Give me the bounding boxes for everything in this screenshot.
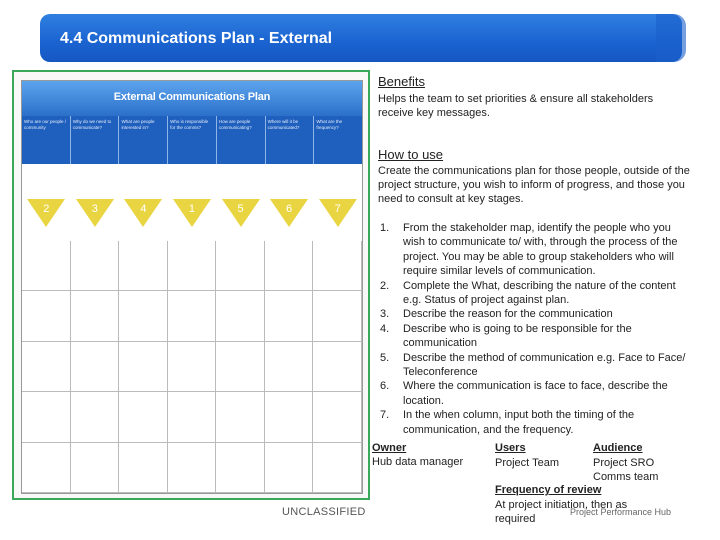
thumbnail-grid-cell bbox=[313, 291, 362, 341]
step-number: 2. bbox=[380, 279, 390, 292]
list-item bbox=[378, 322, 688, 351]
list-item bbox=[378, 379, 688, 408]
thumbnail-grid-cell bbox=[313, 241, 362, 291]
thumbnail-grid-cell bbox=[22, 342, 71, 392]
thumbnail-column: How are people communicating? bbox=[217, 116, 266, 164]
step-text: Complete the What, describing the nature of the content e.g. Status of project against plan. bbox=[403, 279, 676, 307]
owner-label: Owner bbox=[372, 442, 407, 454]
frequency-value: At project initiation, then as required bbox=[495, 499, 628, 525]
step-text: From the stakeholder map, identify the people who you wish to communicate to/ with, through the process of the project. You may be able to group stakeholders who will require similar levels of communication. bbox=[403, 222, 678, 278]
thumbnail-sheet bbox=[21, 80, 363, 494]
step-text: Describe the method of communication e.g. Face to Face/ Teleconference bbox=[403, 351, 686, 379]
thumbnail-grid-cell bbox=[22, 392, 71, 442]
thumbnail-column: What are the frequency? bbox=[316, 119, 343, 130]
step-number: 6. bbox=[380, 380, 390, 393]
thumbnail-grid-cell bbox=[216, 443, 265, 493]
step-number: 1. bbox=[380, 222, 390, 234]
step-number: 5. bbox=[380, 351, 390, 364]
thumbnail-grid-cell bbox=[313, 342, 362, 392]
thumbnail-column: Why do we need to communicate? bbox=[71, 116, 120, 164]
classification-label: UNCLASSIFIED bbox=[282, 506, 366, 518]
frequency-label: Frequency of review bbox=[495, 484, 602, 496]
step-text: Describe the reason for the communication bbox=[403, 308, 613, 321]
thumbnail-grid-cell bbox=[119, 392, 168, 442]
thumbnail-grid-cell bbox=[71, 443, 120, 493]
thumbnail-grid-cell bbox=[22, 291, 71, 341]
thumbnail-header: External Communications Plan bbox=[22, 81, 362, 116]
thumbnail-grid-cell bbox=[216, 291, 265, 341]
benefits-text: Helps the team to set priorities & ensure all stakeholders receive key messages. bbox=[378, 93, 654, 119]
step-arrow-number: 1 bbox=[188, 203, 196, 215]
step-arrow-number: 2 bbox=[43, 203, 50, 215]
thumbnail-grid-cell bbox=[71, 342, 120, 392]
thumbnail-grid-cell bbox=[265, 291, 314, 341]
thumbnail-grid-cell bbox=[71, 392, 120, 442]
owner-value: Hub data manager bbox=[372, 456, 464, 468]
thumbnail-grid-cell bbox=[265, 392, 314, 442]
step-arrow-icon bbox=[270, 199, 308, 227]
list-item bbox=[378, 279, 688, 308]
step-number: 4. bbox=[380, 322, 390, 335]
thumbnail-empty-grid bbox=[22, 241, 362, 493]
step-arrow-number: 6 bbox=[286, 203, 293, 215]
step-number: 7. bbox=[380, 409, 390, 422]
users-label: Users bbox=[495, 442, 526, 454]
step-arrow-icon bbox=[319, 199, 357, 227]
thumbnail-grid-cell bbox=[71, 291, 120, 341]
thumbnail-grid-cell bbox=[216, 342, 265, 392]
thumbnail-column: Who is responsible for the comms? bbox=[168, 116, 217, 164]
steps-list bbox=[378, 221, 688, 437]
step-text: Where the communication is face to face, describe the location. bbox=[403, 380, 668, 407]
thumbnail-grid-cell bbox=[71, 241, 120, 291]
thumbnail-grid-cell bbox=[119, 241, 168, 291]
step-arrow-number: 5 bbox=[237, 203, 244, 215]
thumbnail-grid-cell bbox=[168, 291, 217, 341]
step-arrow-icon bbox=[76, 199, 114, 227]
list-item bbox=[378, 221, 688, 279]
thumbnail-column-headers bbox=[22, 116, 362, 164]
benefits-heading: Benefits bbox=[378, 74, 425, 89]
step-arrow-number: 7 bbox=[334, 203, 341, 215]
thumbnail-grid-cell bbox=[22, 241, 71, 291]
slide-title-bar bbox=[40, 14, 682, 62]
audience-label: Audience bbox=[593, 442, 643, 454]
step-arrow-icon bbox=[173, 199, 211, 227]
thumbnail-column: Who are our people / community bbox=[22, 116, 71, 164]
step-arrow-number: 3 bbox=[91, 203, 98, 215]
thumbnail-grid-cell bbox=[313, 443, 362, 493]
hub-footer: Project Performance Hub bbox=[570, 507, 672, 517]
thumbnail-grid-cell bbox=[119, 291, 168, 341]
step-arrow-icon bbox=[27, 199, 65, 227]
step-text: Describe who is going to be responsible for the communication bbox=[403, 322, 632, 350]
thumbnail-grid-cell bbox=[265, 241, 314, 291]
thumbnail-grid-cell bbox=[22, 443, 71, 493]
communications-plan-thumbnail bbox=[12, 70, 370, 500]
list-item bbox=[378, 351, 688, 380]
audience-value: Project SRO Comms team bbox=[593, 457, 659, 483]
thumbnail-grid-cell bbox=[216, 392, 265, 442]
thumbnail-grid-cell bbox=[168, 241, 217, 291]
thumbnail-grid-cell bbox=[265, 342, 314, 392]
list-item bbox=[378, 307, 688, 321]
thumbnail-grid-cell bbox=[119, 443, 168, 493]
slide-title: 4.4 Communications Plan - External bbox=[60, 30, 333, 47]
step-number: 3. bbox=[380, 308, 390, 321]
users-value: Project Team bbox=[495, 457, 559, 469]
how-to-use-heading: How to use bbox=[378, 147, 444, 162]
thumbnail-grid-cell bbox=[313, 392, 362, 442]
thumbnail-grid-cell bbox=[216, 241, 265, 291]
step-arrows bbox=[22, 199, 362, 235]
step-text: In the when column, input both the timing of the communication, and the frequency. bbox=[403, 409, 635, 436]
step-arrow-icon bbox=[124, 199, 162, 227]
thumbnail-column: What are people interested in? bbox=[119, 116, 168, 164]
list-item bbox=[378, 408, 688, 437]
thumbnail-grid-cell bbox=[168, 392, 217, 442]
thumbnail-grid-cell bbox=[265, 443, 314, 493]
thumbnail-column: Where will it be communicated? bbox=[266, 116, 315, 164]
how-to-use-text: Create the communications plan for those people, outside of the project structure, you wish to inform of progress, and those you need to consult at key stages. bbox=[378, 165, 690, 205]
step-arrow-number: 4 bbox=[140, 203, 147, 215]
thumbnail-grid-cell bbox=[168, 342, 217, 392]
thumbnail-grid-cell bbox=[168, 443, 217, 493]
step-arrow-icon bbox=[222, 199, 260, 227]
thumbnail-grid-cell bbox=[119, 342, 168, 392]
